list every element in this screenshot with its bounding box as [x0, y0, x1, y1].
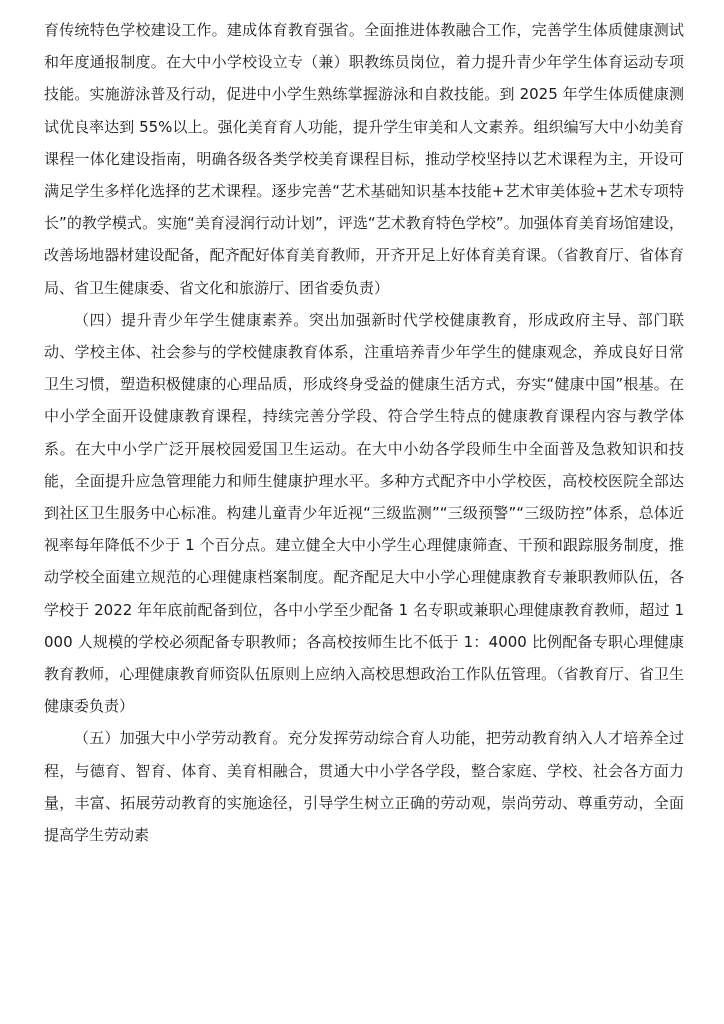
paragraph-sports-arts-education: 育传统特色学校建设工作。建成体育教育强省。全面推进体教融合工作，完善学生体质健康测试和年度通报制度。在大中小学校设立专（兼）职教练员岗位，着力提升青少年学生体育运动专项技能。实施游泳普及行动，促进中小学生熟练掌握游泳和自救技能。到 2025 年学生体质健康测试优良率达到 55%以上。强化美育育人功能，提升学生审美和人文素养。组织编写大中小幼美育课程一体化建设指南，明确各级各类学校美育课程目标，推动学校坚持以艺术课程为主，开设可满足学生多样化选择的艺术课程。逐步完善“艺术基础知识基本技能+艺术审美体验+艺术专项特长”的教学模式。实施“美育浸润行动计划”，评选“艺术教育特色学校”。加强体育美育场馆建设，改善场地器材建设配备，配齐配好体育美育教师，开齐开足上好体育美育课。（省教育厅、省体育局、省卫生健康委、省文化和旅游厅、团省委负责）	[44, 21, 684, 297]
paragraph-labor-education: （五）加强大中小学劳动教育。充分发挥劳动综合育人功能，把劳动教育纳入人才培养全过程，与德育、智育、体育、美育相融合，贯通大中小学各学段，整合家庭、学校、社会各方面力量，丰富、拓展劳动教育的实施途径，引导学生树立正确的劳动观，崇尚劳动、尊重劳动，全面提高学生劳动素	[44, 729, 684, 845]
paragraph-health-literacy: （四）提升青少年学生健康素养。突出加强新时代学校健康教育，形成政府主导、部门联动、学校主体、社会参与的学校健康教育体系，注重培养青少年学生的健康观念，养成良好日常卫生习惯，塑造积极健康的心理品质，形成终身受益的健康生活方式，夯实“健康中国”根基。在中小学全面开设健康教育课程，持续完善分学段、符合学生特点的健康教育课程内容与教学体系。在大中小学广泛开展校园爱国卫生运动。在大中小幼各学段师生中全面普及急救知识和技能，全面提升应急管理能力和师生健康护理水平。多种方式配齐中小学校医，高校校医院全部达到社区卫生服务中心标准。构建儿童青少年近视“三级监测”“三级预警”“三级防控”体系，总体近视率每年降低不少于 1 个百分点。建立健全大中小学生心理健康筛查、干预和跟踪服务制度，推动学校全面建立规范的心理健康档案制度。配齐配足大中小学心理健康教育专兼职教师队伍，各学校于 2022 年年底前配备到位，各中小学至少配备 1 名专职或兼职心理健康教育教师，超过 1000 人规模的学校必须配备专职教师；各高校按师生比不低于 1：4000 比例配备专职心理健康教育教师，心理健康教育师资队伍原则上应纳入高校思想政治工作队伍管理。（省教育厅、省卫生健康委负责）	[44, 310, 684, 716]
document-body	[44, 14, 684, 851]
